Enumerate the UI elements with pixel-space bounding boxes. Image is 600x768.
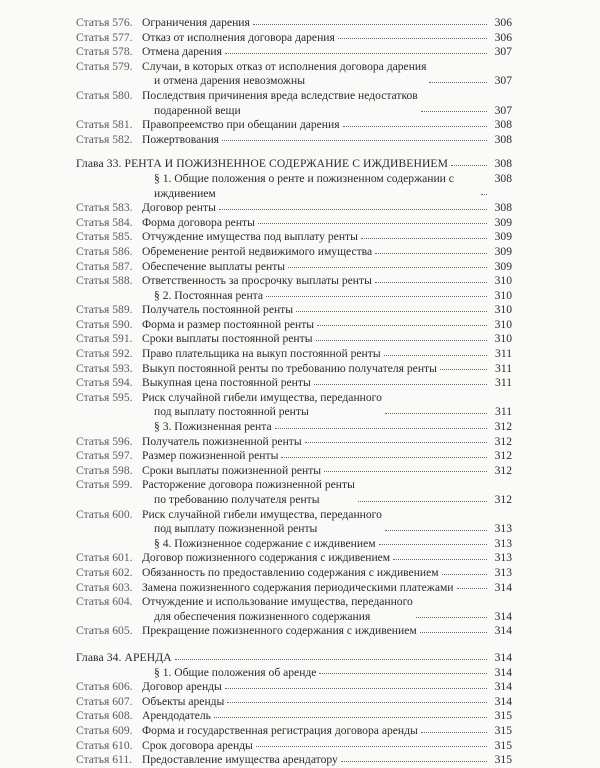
toc-section: [76, 666, 512, 681]
dot-leader: [227, 702, 487, 703]
page-number: 307: [494, 103, 512, 117]
article-label: Статья 598.: [76, 463, 133, 477]
toc-article: [76, 435, 512, 450]
article-label: Статья 610.: [76, 738, 133, 752]
page-number: 314: [494, 680, 512, 694]
entry-body: [142, 230, 512, 245]
entry-title: [142, 508, 382, 537]
article-label: Статья 603.: [76, 580, 133, 594]
entry-body: [142, 172, 512, 201]
toc-article: [76, 362, 512, 377]
dot-leader: [275, 428, 487, 429]
dot-leader: [214, 717, 487, 718]
dot-leader: [175, 659, 487, 660]
entry-title: [142, 391, 382, 420]
dot-leader: [219, 209, 487, 210]
page-number: 310: [494, 317, 512, 331]
entry-title: [142, 89, 418, 118]
entry-title: Форма и размер постоянной ренты: [142, 317, 315, 331]
entry-title: Срок договора аренды: [142, 738, 253, 752]
dot-leader: [442, 574, 487, 575]
dot-leader: [384, 355, 487, 356]
entry-title: Отказ от исполнения договора дарения: [142, 30, 335, 44]
toc-article: [76, 45, 512, 60]
entry-title: Договор пожизненного содержания с иждивением: [142, 551, 391, 565]
page-number: 315: [494, 753, 512, 767]
toc-article: [76, 508, 512, 537]
toc-section: [76, 289, 512, 304]
toc-chapter: [76, 157, 512, 172]
article-label: Статья 580.: [76, 88, 133, 102]
article-label: Статья 597.: [76, 449, 133, 463]
entry-title: Договор ренты: [142, 201, 216, 215]
toc-article: [76, 624, 512, 639]
entry-title: Правопреемство при обещании дарения: [142, 118, 340, 132]
entry-body: [142, 31, 512, 46]
article-label: Статья 602.: [76, 565, 133, 579]
dot-leader: [385, 413, 487, 414]
dot-leader: [305, 442, 487, 443]
spacer: [76, 147, 512, 157]
entry-title: [142, 60, 426, 89]
toc-section: [76, 537, 512, 552]
page-number: 311: [495, 376, 512, 390]
toc-article: [76, 709, 512, 724]
page-number: 312: [494, 449, 512, 463]
entry-body: [142, 245, 512, 260]
article-label: Статья 609.: [76, 723, 133, 737]
entry-title-line: Расторжение договора пожизненной ренты: [142, 478, 355, 492]
article-label: Статья 605.: [76, 624, 133, 638]
entry-body: [142, 508, 512, 537]
entry-body: [142, 216, 512, 231]
entry-title-line: и отмена дарения невозможны: [154, 74, 305, 88]
page-number: 314: [494, 580, 512, 594]
article-label: Статья 585.: [76, 230, 133, 244]
article-label: Статья 583.: [76, 201, 133, 215]
toc-article: [76, 566, 512, 581]
toc-article: [76, 31, 512, 46]
entry-title: Форма и государственная регистрация договора аренды: [142, 723, 418, 737]
page-number: 315: [494, 738, 512, 752]
dot-leader: [343, 126, 487, 127]
dot-leader: [225, 688, 487, 689]
page-number: 309: [494, 244, 512, 258]
toc-article: [76, 449, 512, 464]
entry-body: [142, 289, 512, 304]
page-number: 308: [494, 157, 512, 171]
entry-body: [142, 201, 512, 216]
entry-body: [142, 581, 512, 596]
dot-leader: [317, 325, 487, 326]
article-label: Статья 606.: [76, 680, 133, 694]
article-label: Статья 579.: [76, 59, 133, 73]
entry-title: Замена пожизненного содержания периодическими платежами: [142, 580, 454, 594]
toc-article: [76, 347, 512, 362]
page-number: 309: [494, 230, 512, 244]
toc-article: [76, 216, 512, 231]
toc-article: [76, 551, 512, 566]
entry-title: Обязанность по предоставлению содержания с иждивением: [142, 565, 439, 579]
entry-body: [142, 478, 512, 507]
page-number: 306: [494, 16, 512, 29]
page-number: 312: [494, 463, 512, 477]
section-title: § 3. Пожизненная рента: [154, 420, 272, 434]
entry-title-line: Риск случайной гибели имущества, переданного: [142, 507, 382, 521]
page-number: 310: [494, 288, 512, 302]
entry-body: [142, 753, 512, 768]
dot-leader: [281, 457, 487, 458]
entry-title: Обременение рентой недвижимого имущества: [142, 244, 373, 258]
entry-body: [142, 332, 512, 347]
dot-leader: [361, 238, 487, 239]
page-number: 314: [494, 624, 512, 638]
entry-body: [142, 362, 512, 377]
page-number: 310: [494, 303, 512, 317]
dot-leader: [314, 384, 487, 385]
article-label: Статья 590.: [76, 317, 133, 331]
entry-title: Размер пожизненной ренты: [142, 449, 279, 463]
dot-leader: [296, 311, 487, 312]
page-number: 307: [494, 74, 512, 88]
dot-leader: [429, 82, 487, 83]
article-label: Статья 600.: [76, 507, 133, 521]
entry-body: [142, 724, 512, 739]
entry-body: [142, 303, 512, 318]
entry-title: Получатель пожизненной ренты: [142, 434, 302, 448]
entry-title: Прекращение пожизненного содержания с иждивением: [142, 624, 417, 638]
page-number: 311: [495, 405, 512, 419]
entry-title-line: Случаи, в которых отказ от исполнения договора дарения: [142, 59, 427, 73]
toc-article: [76, 695, 512, 710]
entry-body: [142, 118, 512, 133]
article-label: Статья 581.: [76, 118, 133, 132]
dot-leader: [420, 632, 487, 633]
dot-leader: [457, 588, 487, 589]
page-number: 307: [494, 45, 512, 59]
dot-leader: [324, 471, 487, 472]
toc-article: [76, 595, 512, 624]
entry-body: [142, 391, 512, 420]
page-number: 308: [494, 118, 512, 132]
article-label: Статья 576.: [76, 16, 133, 29]
entry-title: Объекты аренды: [142, 694, 225, 708]
article-label: Статья 591.: [76, 332, 133, 346]
section-title: § 2. Постоянная рента: [154, 288, 264, 302]
dot-leader: [225, 53, 487, 54]
toc-article: [76, 478, 512, 507]
toc-article: [76, 376, 512, 391]
page-number: 309: [494, 259, 512, 273]
toc-article: [76, 16, 512, 31]
spacer: [76, 639, 512, 651]
toc-section: [76, 172, 512, 201]
article-label: Статья 593.: [76, 361, 133, 375]
section-title: § 1. Общие положения о ренте и пожизненном содержании с иждивением: [154, 171, 454, 200]
dot-leader: [393, 559, 487, 560]
entry-body: [142, 739, 512, 754]
entry-body: [142, 347, 512, 362]
dot-leader: [338, 38, 487, 39]
dot-leader: [222, 140, 487, 141]
entry-title-line: под выплату пожизненной ренты: [154, 522, 318, 536]
article-label: Статья 589.: [76, 303, 133, 317]
dot-leader: [319, 673, 487, 674]
entry-title: Пожертвования: [142, 132, 219, 146]
page-number: 313: [494, 522, 512, 536]
article-label: Статья 594.: [76, 376, 133, 390]
article-label: Статья 608.: [76, 709, 133, 723]
entry-title: [142, 595, 413, 624]
entry-title: Обеспечение выплаты ренты: [142, 259, 286, 273]
article-label: Статья 611.: [76, 753, 133, 767]
entry-body: [142, 420, 512, 435]
article-label: Статья 584.: [76, 215, 133, 229]
dot-leader: [421, 111, 487, 112]
chapter-title: Глава 33. РЕНТА И ПОЖИЗНЕННОЕ СОДЕРЖАНИЕ С ИЖДИВЕНИЕМ: [76, 157, 449, 171]
page-number: 311: [495, 347, 512, 361]
page-number: 312: [494, 493, 512, 506]
entry-title: Сроки выплаты пожизненной ренты: [142, 463, 322, 477]
toc-article: [76, 464, 512, 479]
page-number: 314: [494, 609, 512, 623]
toc-article: [76, 245, 512, 260]
toc-article: [76, 60, 512, 89]
toc-article: [76, 89, 512, 118]
dot-leader: [385, 530, 487, 531]
article-label: Статья 577.: [76, 30, 133, 44]
page-number: 310: [494, 274, 512, 288]
toc-article: [76, 230, 512, 245]
dot-leader: [266, 296, 487, 297]
article-label: Статья 599.: [76, 478, 133, 492]
entry-title-line: по требованию получателя ренты: [154, 493, 320, 506]
entry-title-line: Отчуждение и использование имущества, переданного: [142, 595, 413, 609]
table-of-contents: [76, 16, 512, 768]
toc-article: [76, 581, 512, 596]
entry-body: [76, 157, 512, 172]
page-number: 309: [494, 215, 512, 229]
article-label: Статья 596.: [76, 434, 133, 448]
toc-article: [76, 303, 512, 318]
toc-article: [76, 201, 512, 216]
entry-title: Договор аренды: [142, 680, 222, 694]
entry-title-line: для обеспечения пожизненного содержания: [154, 609, 371, 623]
dot-leader: [253, 24, 487, 25]
entry-body: [142, 595, 512, 624]
article-label: Статья 607.: [76, 694, 133, 708]
section-title: § 4. Пожизненное содержание с иждивением: [154, 536, 376, 550]
dot-leader: [341, 761, 487, 762]
entry-title: Форма договора ренты: [142, 215, 255, 229]
dot-leader: [358, 501, 487, 502]
dot-leader: [258, 223, 487, 224]
page-number: 314: [494, 694, 512, 708]
entry-body: [142, 624, 512, 639]
toc-article: [76, 753, 512, 768]
entry-title: Выкупная цена постоянной ренты: [142, 376, 311, 390]
toc-section: [76, 420, 512, 435]
entry-body: [142, 274, 512, 289]
article-label: Статья 587.: [76, 259, 133, 273]
dot-leader: [416, 617, 487, 618]
entry-title: Право плательщика на выкуп постоянной ренты: [142, 347, 381, 361]
entry-body: [142, 16, 512, 31]
page-number: 311: [495, 361, 512, 375]
entry-title-line: Последствия причинения вреда вследствие недостатков: [142, 88, 418, 102]
page-number: 308: [494, 201, 512, 215]
entry-title: [142, 478, 355, 507]
page-number: 312: [494, 434, 512, 448]
page-number: 313: [494, 565, 512, 579]
toc-article: [76, 739, 512, 754]
page-number: 314: [494, 650, 512, 664]
page-number: 312: [494, 420, 512, 434]
article-label: Статья 586.: [76, 244, 133, 258]
toc-article: [76, 391, 512, 420]
entry-title: Отчуждение имущества под выплату ренты: [142, 230, 358, 244]
entry-body: [142, 537, 512, 552]
dot-leader: [375, 282, 487, 283]
article-label: Статья 588.: [76, 274, 133, 288]
toc-article: [76, 260, 512, 275]
dot-leader: [379, 544, 487, 545]
toc-article: [76, 274, 512, 289]
entry-title: Отмена дарения: [142, 45, 222, 59]
entry-title: Сроки выплаты постоянной ренты: [142, 332, 313, 346]
entry-body: [76, 651, 512, 666]
page-number: 313: [494, 551, 512, 565]
entry-body: [142, 435, 512, 450]
entry-body: [142, 695, 512, 710]
dot-leader: [421, 732, 487, 733]
page-number: 310: [494, 332, 512, 346]
entry-body: [142, 449, 512, 464]
entry-title-line: Риск случайной гибели имущества, переданного: [142, 390, 382, 404]
entry-title: Ограничения дарения: [142, 16, 250, 29]
dot-leader: [451, 165, 487, 166]
entry-body: [142, 60, 512, 89]
toc-article: [76, 318, 512, 333]
entry-body: [142, 89, 512, 118]
page-number: 313: [494, 536, 512, 550]
page-number: 315: [494, 723, 512, 737]
entry-body: [142, 260, 512, 275]
entry-title: Предоставление имущества арендатору: [142, 753, 338, 767]
entry-body: [142, 464, 512, 479]
dot-leader: [288, 267, 487, 268]
toc-article: [76, 724, 512, 739]
entry-title: Выкуп постоянной ренты по требованию получателя ренты: [142, 361, 437, 375]
article-label: Статья 578.: [76, 45, 133, 59]
dot-leader: [440, 369, 487, 370]
page-number: 306: [494, 30, 512, 44]
dot-leader: [316, 340, 488, 341]
page-number: 308: [494, 171, 512, 185]
entry-title-line: под выплату постоянной ренты: [154, 405, 309, 419]
toc-chapter: [76, 651, 512, 666]
entry-body: [142, 666, 512, 681]
entry-title: Ответственность за просрочку выплаты ренты: [142, 274, 372, 288]
article-label: Статья 592.: [76, 347, 133, 361]
article-label: Статья 604.: [76, 595, 133, 609]
entry-title: Получатель постоянной ренты: [142, 303, 294, 317]
article-label: Статья 601.: [76, 551, 133, 565]
entry-body: [142, 551, 512, 566]
page-number: 308: [494, 132, 512, 146]
page-number: 314: [494, 665, 512, 679]
toc-article: [76, 680, 512, 695]
dot-leader: [375, 253, 487, 254]
page-number: 315: [494, 709, 512, 723]
toc-article: [76, 118, 512, 133]
entry-body: [142, 680, 512, 695]
entry-body: [142, 133, 512, 148]
entry-title: Арендодатель: [142, 709, 211, 723]
entry-body: [142, 318, 512, 333]
entry-title-line: подаренной вещи: [154, 103, 241, 117]
entry-body: [142, 45, 512, 60]
article-label: Статья 595.: [76, 390, 133, 404]
article-label: Статья 582.: [76, 132, 133, 146]
chapter-title: Глава 34. АРЕНДА: [76, 650, 172, 664]
entry-body: [142, 709, 512, 724]
dot-leader: [481, 194, 487, 195]
toc-article: [76, 332, 512, 347]
entry-body: [142, 376, 512, 391]
entry-body: [142, 566, 512, 581]
section-title: § 1. Общие положения об аренде: [154, 665, 317, 679]
dot-leader: [256, 746, 487, 747]
toc-article: [76, 133, 512, 148]
